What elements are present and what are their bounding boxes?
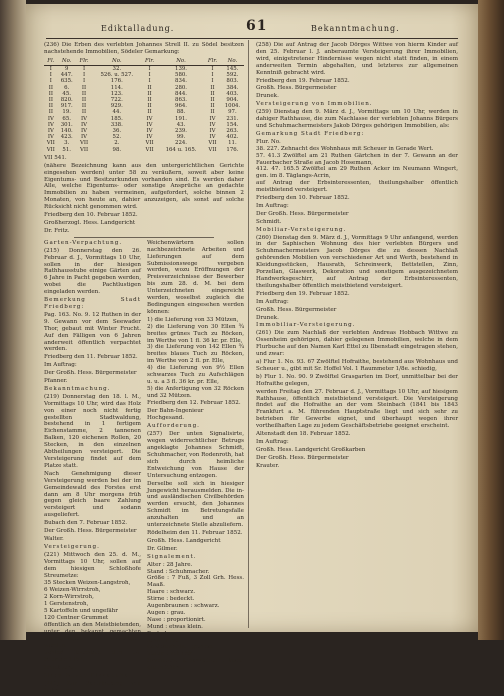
list-item: 57. 41.3 Zwölftel am 21 Ruthen Gärtchen in der 7. Gewann an der Fauerbacher Straße an Jacob Hosemann, xyxy=(256,152,458,166)
notice-240: (240) Zur Unterhaltung von Bahn- und xyxy=(44,681,141,695)
table-row xyxy=(44,147,244,153)
page-header xyxy=(46,18,458,36)
previous-page-edge xyxy=(0,0,26,640)
table-cell: 423. xyxy=(60,134,73,141)
list-item: 3) die Lieferung von 142 Ellen ¾ breites blaues Tuch zu Röcken, im Werthe von 2 fl. pr. Elle, xyxy=(147,344,244,365)
list-item: Gesichtsfarbe : gesund. xyxy=(147,644,215,651)
table-cell: I xyxy=(211,72,214,79)
table-cell: II xyxy=(210,109,215,116)
table-cell: 820. xyxy=(60,97,73,104)
table-cell: 185. xyxy=(110,115,123,122)
notice-260-sig3: Drunek. xyxy=(256,314,279,321)
notice-259-sig1: Im Auftrag: xyxy=(256,202,289,209)
table-cell: IV xyxy=(47,134,54,141)
notice-261-a: a) Flur 1. No. 93. 67 Zwölftel Hofraithe, bestehend aus Wohnhaus und Scheuer u., gibt mit Sr. Hoffel Vol. 1 Raummeter 1/8e. schiedig, xyxy=(256,358,458,372)
table-cell: 99. xyxy=(176,134,186,141)
table-cell: VII xyxy=(79,140,89,147)
list-item: Augen : grau. xyxy=(147,609,186,616)
table-cell: II xyxy=(81,84,87,91)
table-cell: 139. xyxy=(175,66,188,73)
notice-257-b: Derselbe soll sich in hiesiger Jungewicht herausmelden. Die in- und ausländischen Civilbehörden werden ersucht, den Johannes Schmidt im Betretungsfalle anzuhalten und an unterzeichnete Stelle abzuliefern. xyxy=(147,480,244,529)
heading-mobiliar: Mobiliar-Versteigerung. xyxy=(256,226,347,233)
notice-236-signature-name: Dr. Fritz. xyxy=(44,227,70,234)
notice-bahn-sig2: Hochgesand. xyxy=(147,415,185,422)
list-item: Mund : etwas klein. xyxy=(147,623,203,630)
parcel-table-header-cell: Flr. xyxy=(141,57,158,66)
list-item: 5) die Anfertigung von 32 Röcken und 32 Mützen. xyxy=(147,385,244,399)
table-cell: VII xyxy=(208,140,217,147)
table-cell: 929. xyxy=(110,103,123,110)
table-cell: 123. xyxy=(110,90,123,97)
table-cell: IV xyxy=(81,134,88,141)
table-cell: 917. xyxy=(60,103,73,110)
list-item: 120 Centner Grummet xyxy=(44,614,109,621)
table-cell: 176. xyxy=(110,78,123,85)
table-cell: IV xyxy=(47,121,54,128)
left-column xyxy=(44,42,244,696)
table-cell: VII xyxy=(208,146,217,153)
list-item: 38. 227. Zehnacht des Wohnhaus mit Scheuer in Gerade Wert. xyxy=(256,145,434,152)
notice-215: (215) Donnerstag den 26. Februar d. J., Vormittags 10 Uhr, sollen in der hiesigen Rathhausstube einige Gärten auf 6 Jahre in Pacht gegeben werden, wobei die Pachtlustigen eingeladen werden. xyxy=(44,247,141,296)
middle-subcolumn xyxy=(147,240,244,696)
table-cell: 904. xyxy=(226,97,239,104)
table-cell: IV xyxy=(47,128,54,135)
notice-260-sig1: Im Auftrag: xyxy=(256,298,289,305)
notice-257-sig1: Großh. Hess. Landgericht xyxy=(147,537,221,544)
notice-bahn-sig1: Der Bahn-Ingenieur xyxy=(147,407,204,414)
table-cell: 231. xyxy=(226,115,239,122)
list-item: 4) die Lieferung von 9½ Ellen schwarzes Tuch zu Aufschlägen u. u. a 3 fl. 36 kr. pr. Elle, xyxy=(147,365,244,385)
heading-gemarkung: Bemerkung Stadt Friedberg: xyxy=(44,297,141,310)
table-cell: IV xyxy=(81,121,88,128)
table-cell: 154. xyxy=(226,121,239,128)
list-item: 5 Kartoffeln und ungefähr xyxy=(44,608,118,615)
table-cell: IV xyxy=(47,115,54,122)
list-item: Nase : proportionirt. xyxy=(147,616,206,623)
table-cell: I xyxy=(211,78,214,85)
heading-garten: Garten-Verpachtung. xyxy=(44,239,123,246)
table-cell: I xyxy=(82,78,86,85)
notice-260-sig2: Großh. Hess. Bürgermeister xyxy=(256,306,337,313)
table-cell: IV xyxy=(146,121,153,128)
page-number: 61 xyxy=(246,18,268,34)
notice-219-sig1: Der Großh. Hess. Bürgermeister xyxy=(44,528,137,535)
list-item: Augenbraunen : schwarz. xyxy=(147,603,220,610)
table-cell: 140. xyxy=(60,128,73,135)
list-item: Größe : 7 Fuß, 3 Zoll Grh. Hess. Maaß. xyxy=(147,575,244,589)
parcel-table-header-cell: Fl. xyxy=(44,57,58,66)
notice-215-sig1: Im Auftrag: xyxy=(44,362,77,369)
document-page xyxy=(26,4,478,695)
table-cell: I xyxy=(148,72,151,79)
parcel-table-last: VII 541. xyxy=(44,154,67,161)
table-cell: I xyxy=(148,78,151,85)
table-cell: II xyxy=(48,103,53,110)
heading-gemarkung-2: Gemarkung Stadt Friedberg: xyxy=(256,130,365,137)
table-cell: 43. xyxy=(176,121,186,128)
table-cell: 580. xyxy=(175,72,188,79)
table-cell: IV xyxy=(81,115,88,122)
left-two-column-section xyxy=(44,240,244,696)
table-cell: 88. xyxy=(176,109,186,116)
parcel-table-header-cell: Flr. xyxy=(76,57,93,66)
notice-257-date: Rödelheim den 11. Februar 1852. xyxy=(147,529,243,536)
table-cell: 36. xyxy=(112,128,122,135)
header-right-title: Bekanntmachung. xyxy=(311,24,400,33)
divider xyxy=(74,237,214,238)
table-cell: 280. xyxy=(175,84,188,91)
parcel-table-header xyxy=(44,57,244,66)
notice-219-2: Nach Genehmigung dieser Versteigerung werden bei der im Gemeindewald des Forstes erst dann am 8 Uhr morgens früh gegen gleich baare Zahlung versteigert und sodann ausgeliefert. xyxy=(44,470,141,519)
table-cell: 301. xyxy=(60,121,73,128)
list-item: Bart : braun. xyxy=(147,630,184,637)
table-cell: 45. xyxy=(62,90,71,97)
table-cell: VII xyxy=(145,146,154,153)
table-cell: 191. xyxy=(175,115,188,122)
parcel-table-header-cell: No. xyxy=(158,57,204,66)
table-cell: II xyxy=(48,109,53,116)
notice-258-sig1: Großh. Hess. Bürgermeister xyxy=(256,85,337,92)
header-left-title: Ediktalladung. xyxy=(101,24,175,33)
table-cell: II xyxy=(81,103,87,110)
list-item: Statur : schlank. xyxy=(147,651,194,658)
table-cell: I xyxy=(82,72,86,79)
notice-261-date: Altenstadt den 18. Februar 1852. xyxy=(256,431,351,438)
list-item: 35 Stecken Weizen-Langstroh, xyxy=(44,580,131,587)
table-cell: IV xyxy=(209,134,216,141)
notice-221-list xyxy=(44,580,141,621)
table-cell: VII xyxy=(145,140,154,147)
table-cell: 526. u. 527. xyxy=(100,72,134,79)
notice-236-date: Friedberg den 10. Februar 1852. xyxy=(44,212,138,219)
table-cell: I xyxy=(49,66,52,73)
table-cell: II xyxy=(210,103,215,110)
table-cell: 384. xyxy=(226,84,239,91)
table-cell: II xyxy=(147,109,152,116)
table-cell: 51. xyxy=(62,146,71,153)
list-item: Stand : Schuhmacher. xyxy=(147,568,210,575)
notice-260-date: Friedberg den 19. Februar 1852. xyxy=(256,290,350,297)
heading-immobilien: Versteigerung von Immobilien. xyxy=(256,101,373,108)
table-cell: II xyxy=(81,109,87,116)
notice-258: (258) Die auf Antrag der Jacob Dörges Wittwe von hierm Kinder auf den 25. Februar l. J. anberaumte Versteigerung ihrer Immobilien, wird, einigetretener Hindernisse wegen nicht statt finden, in einem anderweiten Termin abgehalten, und letzteres zur allgemeinen Kenntniß gebracht wird. xyxy=(256,42,458,76)
list-item: Kinn : rund. xyxy=(147,637,181,644)
table-cell: IV xyxy=(146,115,153,122)
table-cell: IV xyxy=(209,121,216,128)
table-cell: 98. xyxy=(112,146,122,153)
list-item: Flur. No. xyxy=(256,138,281,145)
list-item: 1) die Lieferung von 33 Mützen, xyxy=(147,316,239,323)
table-cell: I xyxy=(211,66,214,73)
notice-259-sig2: Der Großh. Hess. Bürgermeister xyxy=(256,210,349,217)
table-cell: II xyxy=(81,90,87,97)
table-cell: 844. xyxy=(175,90,188,97)
table-cell: I xyxy=(49,78,52,85)
heading-bekanntmachung-219: Bekanntmachung. xyxy=(44,385,111,392)
heading-versteigerung: Versteigerung. xyxy=(44,543,100,550)
heading-aufforderung: Aufforderung. xyxy=(147,423,200,430)
notice-259-text: auf Antrag der Erbsinteressenten, theilungshalber öffentlich meistbietend versteigert. xyxy=(256,180,458,194)
table-cell: 164 u. 165. xyxy=(165,146,197,153)
table-cell: 722. xyxy=(110,97,123,104)
parcel-table xyxy=(44,57,244,153)
notice-261-b: b) Flur 1. No. 90. 9 Zwölftel Grasgarten im Dorf, unmittelbar bei der Hofraithe gelegen, xyxy=(256,373,458,387)
table-cell: 1004. xyxy=(224,103,241,110)
notice-261-text: werden Freitag den 27. Februar d. J., Vormittags 10 Uhr, auf hiesigem Rathhause, öffentlich meistbietend versteigert. Die Versteigerung findet auf die Hofraithe an der vom Steinbach (1841 bis 1843 Frankfurt a. M. führenden Hauptstraße liegt und sich sehr zu betrieben für Gewerbe eignet, und überhaupt wegen ihrer vortheilhaften Lage zu jedem Geschäftsbetriebe geeignet erscheint. xyxy=(256,388,458,430)
notice-261: (261) Die zum Nachlaß der verlebten Andreas Hobbach Wittwe zu Ossenheim gehörigen, dahier gelegenen Immobilien, welche in dem Flurbuche auf den Namen Karl Ettel zu Ilbenstadt eingetragen stehen, und zwar: xyxy=(256,330,458,358)
table-cell: II xyxy=(147,84,152,91)
notice-259-date: Friedberg den 10. Februar 1852. xyxy=(256,195,350,202)
heading-signalement: Signalement. xyxy=(147,553,197,560)
list-item: Besondere Kennzeichen : keine guten Zähne. xyxy=(147,658,244,672)
left-subcolumn xyxy=(44,240,141,696)
notice-219-sig2: Walter. xyxy=(44,535,64,542)
table-cell: I xyxy=(82,66,86,73)
heading-immobiliar: Immobiliar-Versteigerung. xyxy=(256,322,356,329)
column-separator xyxy=(248,40,249,628)
notice-261-sig3: Der Großh. Hess. Bürgermeister xyxy=(256,454,349,461)
notice-261-sig2: Großh. Hess. Landgericht Großkarben xyxy=(256,446,366,453)
table-cell: 3. xyxy=(64,140,70,147)
table-cell: 32. xyxy=(112,66,122,73)
list-item: 1 Gerstenstroh, xyxy=(44,601,89,608)
table-cell: IV xyxy=(146,134,153,141)
table-cell: VII xyxy=(46,140,55,147)
list-item: Stirne : bedeckt. xyxy=(147,596,195,603)
notice-bahn-list xyxy=(147,317,244,400)
list-item: 6 Weizen-Wirrstroh, xyxy=(44,587,101,594)
table-cell: 964. xyxy=(175,103,188,110)
notice-221-sig: Bruchleins. xyxy=(44,665,77,672)
table-cell: 834. xyxy=(175,78,188,85)
table-cell: IV xyxy=(146,128,153,135)
notice-260: (260) Dienstag den 9. März d. J., Vormittags 9 Uhr anfangend, werden in der Saphischen Wohnung des hier verlebten Bürgers und Schuhmachermeisters Jacob Dörges die zu dessen Nachlaß gehörenden Mobilien von verschiedener Art und Werth, bestehend in Kleidungsstücken, Hausrath, Schreinwerk, Bettstellen, Zinn, Porzellan, Glaswerk, Dekoration und sonstigem ausgezeichnetem Handwerksgeschirr, auf Antrag der Erbsinteressenten, theilungshalber öffentlich meistbietend versteigert. xyxy=(256,234,458,289)
notice-259: (259) Dienstag den 9. März d. J., Vormittags um 10 Uhr, werden in dahiger Rathhause, die zum Nachlasse der verlebten Johanns Bürgers und Schuhmachermeisters Jakob Dörges gehörigen Immobilien, als: xyxy=(256,109,458,129)
notice-257-sig2: Dr. Gilmer. xyxy=(147,545,178,552)
table-cell: II xyxy=(210,90,215,97)
table-cell: VII xyxy=(79,146,89,153)
table-cell: II xyxy=(210,97,215,104)
header-rule xyxy=(46,38,458,39)
parcel-table-header-cell: No. xyxy=(92,57,141,66)
notice-219: (219) Donnerstag den 18. l. M., Vormittags 10 Uhr, wird das Holz von einer noch nicht fertig gestellten Stadtwaldung, bestehend in 1 fertigem Eichenstamme, 2 tannenen Balken, 120 eichenen Rollen, 20 Stecken, in den einzelnen Abtheilungen versteigert. Die Versteigerung findet auf dem Platze statt. xyxy=(44,393,141,469)
table-cell: 44. xyxy=(112,109,122,116)
table-cell: IV xyxy=(209,128,216,135)
notice-236-text: (nähere Bezeichnung kann aus den untergerichtlichen Gerichte eingesehen werden) unter 58 zu veräußern, soweit aber keine Eigentums- und Besitzurkunden vorhanden sind. Es werden daher Alle, welche Eigentums- oder sonstige Ansprüche an gedachte Immobilien zu haben vermeinen, aufgefordert, solche binnen 2 Monaten, von heute an, dahier anzuzeigen, als sonst auf solche Rücksicht nicht genommen wird. xyxy=(44,162,244,211)
table-cell: 447. xyxy=(60,72,73,79)
list-item: 2) die Lieferung von 30 Ellen ¾ breites grünes Tuch zu Röcken, im Werthe von 1 fl. 36 kr. pr. Elle, xyxy=(147,323,244,344)
table-cell: 52. xyxy=(112,134,122,141)
notice-221-text: öffentlich an den Meistbietenden, unter den bekannt gemachten Bedingungen, versteigert werden. xyxy=(44,621,141,649)
table-cell: 592. xyxy=(226,72,239,79)
table-cell: II xyxy=(81,97,87,104)
notice-258-sig2: Drunek. xyxy=(256,93,279,100)
table-cell: 65. xyxy=(62,115,71,122)
parcel-table-header-cell: Flr. xyxy=(204,57,221,66)
notice-236-intro: (236) Die Erben des verlebten Johannes Strell II. zu Södel besitzen nachstehende Immobilien, Södeler Gemarkung: xyxy=(44,42,244,55)
table-cell: 224. xyxy=(175,140,188,147)
list-item: 412. 47. 165.5 Zwölftel am 29 Ruthen Acker im Neumann Wingert, gen. im 8. Täglangs-Acrin, xyxy=(256,166,458,180)
table-cell: 9 xyxy=(65,66,69,73)
right-column xyxy=(256,42,458,471)
table-cell: 402. xyxy=(226,134,239,141)
table-cell: 19. xyxy=(62,109,71,116)
notice-258-date: Friedberg den 19. Februar 1852. xyxy=(256,77,350,84)
table-cell: 6. xyxy=(64,84,70,91)
table-cell: 145. xyxy=(226,66,239,73)
table-cell: VII xyxy=(46,146,55,153)
table-cell: II xyxy=(147,103,152,110)
table-cell: 176. xyxy=(226,146,239,153)
table-cell: I xyxy=(148,66,151,73)
table-cell: II xyxy=(48,90,53,97)
table-cell: II xyxy=(48,84,53,91)
table-cell: 114. xyxy=(110,84,123,91)
table-cell: 338. xyxy=(110,121,123,128)
notice-259-sig3: Schmidt. xyxy=(256,218,282,225)
notice-221-date: Schloß Ilbenstadt den 14. Februar 1852. xyxy=(44,650,141,664)
notice-215-list: Pag. 163. No. 9. 12 Ruthen in der 9. Gewann vor dem Seewader Thor, gebaut mit Winter Frucht. Auf den Fälligen von 6 Jahren anderweit öffentlich verpachtet werden. xyxy=(44,311,141,353)
parcel-table-header-cell: No. xyxy=(221,57,244,66)
table-cell: 239. xyxy=(175,128,188,135)
table-cell: 635. xyxy=(60,78,73,85)
notice-221: (221) Mittwoch den 25. d. M., Vormittags 10 Uhr, sollen auf dem hiesigen Schloßhofe Streumetze: xyxy=(44,551,141,579)
notice-236-signature: Großherzogl. Hess. Landgericht xyxy=(44,220,136,227)
notice-215-sig3: Pfanner. xyxy=(44,378,68,385)
table-cell: 863. xyxy=(175,97,188,104)
table-cell: II xyxy=(48,97,53,104)
table-cell: II xyxy=(147,97,152,104)
notice-bahn-date: Friedberg den 12. Februar 1852. xyxy=(147,399,241,406)
list-item: Alter : 28 Jahre. xyxy=(147,561,193,568)
notice-257: (257) Der unten Signalisirte, wegen widerrechtlicher Betrugs angeklagte Johannes Schmidt, Schuhmacher, von Rodenroth, hat sich durch heimliche Entweichung von Hause der Untersuchung entzogen. xyxy=(147,431,244,479)
notice-259-list xyxy=(256,139,458,180)
book-spine-edge xyxy=(478,0,504,640)
notice-215-sig2: Der Großh. Hess. Bürgermeister xyxy=(44,370,137,377)
notice-261-sig4: Krauter. xyxy=(256,462,280,469)
table-cell: IV xyxy=(209,115,216,122)
table-cell: I xyxy=(49,72,52,79)
table-cell: 263. xyxy=(226,128,239,135)
table-cell: 803. xyxy=(226,78,239,85)
table-cell: II xyxy=(210,84,215,91)
list-item: Haare : schwarz. xyxy=(147,589,196,596)
table-cell: IV xyxy=(81,128,88,135)
table-row xyxy=(44,66,244,73)
table-cell: 11. xyxy=(228,140,237,147)
table-cell: 2. xyxy=(114,140,120,147)
notice-261-sig1: Im Auftrag: xyxy=(256,438,289,445)
notice-219-date: Bubach den 7. Februar 1852. xyxy=(44,520,128,527)
table-cell: 403. xyxy=(226,90,239,97)
table-cell: 97. xyxy=(228,109,237,116)
notice-bahn: Weichenwärtern sollen nachbezeichnete Arbeiten und Lieferungen auf dem Submissionswege vergeben werden, wozu Eröffnungen der Preisverzeichnisse der Bewerber bis zum 28. d. M. bei dem Unterzeichneten eingereicht werden, woselbst zugleich die Bedingungen eingesehen werden können: xyxy=(147,239,244,315)
table-cell: II xyxy=(147,90,152,97)
signalement-list xyxy=(147,562,244,673)
notice-215-date: Friedberg den 11. Februar 1852. xyxy=(44,354,138,361)
list-item: 2 Korn-Wirrstroh, xyxy=(44,594,94,601)
parcel-table-header-cell: No. xyxy=(58,57,76,66)
heading-main-weser: Main-Weser-Eisenbahn. xyxy=(44,673,132,680)
